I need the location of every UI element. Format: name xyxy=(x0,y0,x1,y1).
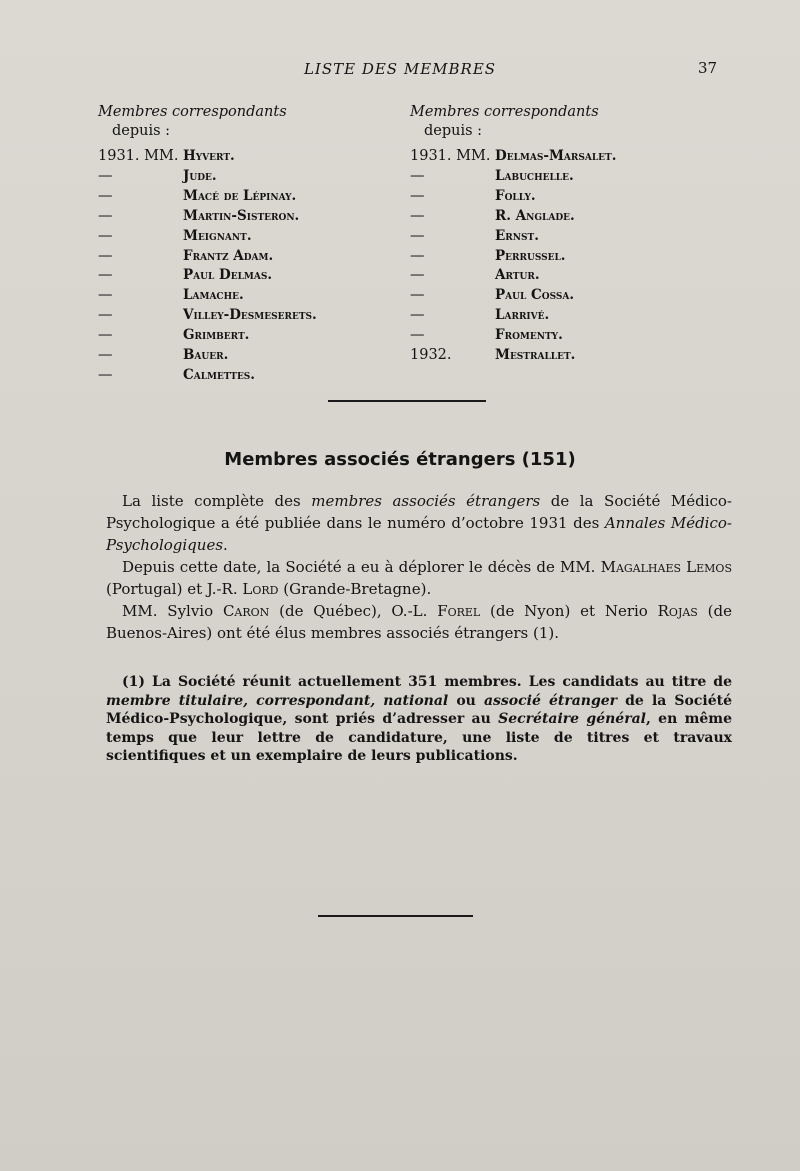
member-name: Martin-Sisteron. xyxy=(183,207,300,224)
member-name: Villey-Desmeserets. xyxy=(183,307,317,324)
member-year: — xyxy=(98,327,113,344)
member-name: Grimbert. xyxy=(183,327,250,344)
member-name: R. Anglade. xyxy=(495,207,575,224)
member-year: — xyxy=(410,307,425,324)
member-entry xyxy=(98,207,398,227)
member-entry xyxy=(410,207,740,227)
paragraph-list-published xyxy=(106,490,732,556)
person-name: Rojas xyxy=(657,602,698,620)
member-year: 1931. MM. xyxy=(98,148,179,164)
person-name: Lord xyxy=(242,580,279,598)
member-entry xyxy=(98,346,398,366)
member-list xyxy=(410,147,740,366)
column-subheading: depuis : xyxy=(112,123,171,139)
member-entry xyxy=(98,227,398,247)
member-year: — xyxy=(98,267,113,284)
text-run-italic: membres associés étrangers xyxy=(311,492,541,510)
text-run: (Grande-Bretagne). xyxy=(278,580,432,598)
member-name: Artur. xyxy=(495,267,540,284)
member-entry xyxy=(410,266,740,286)
left-member-column xyxy=(98,103,398,386)
member-entry xyxy=(98,366,398,386)
member-entry xyxy=(98,167,398,187)
member-entry xyxy=(410,306,740,326)
section-divider xyxy=(328,400,486,402)
member-name: Labuchelle. xyxy=(495,167,574,184)
paragraph-elections xyxy=(106,600,732,644)
column-heading: Membres correspondants xyxy=(410,104,599,120)
member-year: — xyxy=(410,247,425,264)
person-name: Caron xyxy=(222,602,270,620)
text-run: de la Société Médico-Psychologique a été publiée dans le numéro d’octobre 1931 des xyxy=(106,492,732,532)
end-divider xyxy=(318,915,473,917)
member-name: Meignant. xyxy=(183,227,252,244)
member-year: — xyxy=(410,187,425,204)
member-year: — xyxy=(98,187,113,204)
paragraph-deaths xyxy=(106,556,732,600)
member-year: — xyxy=(410,287,425,304)
column-subheading: depuis : xyxy=(424,123,483,139)
text-run-italic: associé étranger xyxy=(483,692,618,709)
member-name: Mestrallet. xyxy=(495,347,576,364)
member-year: — xyxy=(410,207,425,224)
running-header: LISTE DES MEMBRES xyxy=(303,60,497,78)
member-year: — xyxy=(98,307,113,324)
member-year: — xyxy=(98,227,113,244)
text-run: La liste complète des xyxy=(122,492,312,510)
member-year: — xyxy=(98,287,113,304)
person-name: Forel xyxy=(437,602,481,620)
member-entry xyxy=(410,247,740,267)
member-year: — xyxy=(98,347,113,364)
member-name: Calmettes. xyxy=(183,366,256,383)
member-name: Paul Delmas. xyxy=(183,267,273,284)
text-run-italic: Secrétaire général xyxy=(498,711,646,727)
text-run: , en même temps que leur lettre de candidature, une liste de titres et travaux scientifiques et un exemplaire de leurs publications. xyxy=(106,711,733,764)
member-entry xyxy=(98,306,398,326)
footnote-text xyxy=(106,673,732,766)
member-year: — xyxy=(410,167,425,184)
member-name: Ernst. xyxy=(495,227,539,244)
member-entry xyxy=(410,167,740,187)
right-member-column xyxy=(410,103,740,366)
text-run: (de Québec), O.-L. xyxy=(269,602,438,620)
member-name: Fromenty. xyxy=(495,327,563,344)
page-number: 37 xyxy=(698,59,718,77)
member-name: Hyvert. xyxy=(183,148,235,164)
text-run: de la Société Médico-Psychologique, sont priés d’adresser au xyxy=(106,692,732,727)
member-name: Lamache. xyxy=(183,287,244,304)
member-name: Macé de Lépinay. xyxy=(183,187,297,204)
member-year: — xyxy=(98,247,113,264)
text-run: ou xyxy=(448,692,484,709)
member-entry xyxy=(98,326,398,346)
text-run: Depuis cette date, la Société a eu à déplorer le décès de MM. xyxy=(122,558,601,576)
member-list xyxy=(98,147,398,386)
member-entry xyxy=(410,286,740,306)
text-run: MM. Sylvio xyxy=(122,602,223,620)
member-entry xyxy=(410,187,740,207)
section-title: Membres associés étrangers (151) xyxy=(224,449,576,470)
member-year: — xyxy=(98,167,113,184)
member-year: — xyxy=(98,207,113,224)
member-year: — xyxy=(410,227,425,244)
member-entry xyxy=(410,346,740,366)
member-name: Larrivé. xyxy=(495,307,550,324)
member-entry xyxy=(410,147,740,167)
member-name: Perrussel. xyxy=(495,247,566,264)
member-name: Paul Cossa. xyxy=(495,287,575,304)
text-run-italic: Annales Médico-Psychologiques xyxy=(106,514,732,554)
section-body xyxy=(106,490,732,644)
column-heading: Membres correspondants xyxy=(98,104,287,120)
member-name: Jude. xyxy=(183,167,217,184)
text-run: (de Buenos-Aires) ont été élus membres associés étrangers (1). xyxy=(106,602,732,642)
member-entry xyxy=(410,227,740,247)
text-run: . xyxy=(223,536,228,554)
person-name: Magalhaes Lemos xyxy=(600,558,732,576)
member-name: Folly. xyxy=(495,187,536,204)
member-entry xyxy=(98,286,398,306)
member-year: — xyxy=(98,366,113,383)
member-entry xyxy=(98,187,398,207)
footnote xyxy=(106,673,732,766)
member-year: — xyxy=(410,267,425,284)
text-run: (1) La Société réunit actuellement 351 membres. Les candidats au titre de xyxy=(122,674,732,690)
member-entry xyxy=(98,247,398,267)
member-entry xyxy=(410,326,740,346)
member-name: Frantz Adam. xyxy=(183,247,274,264)
member-name: Delmas-Marsalet. xyxy=(495,148,617,164)
text-run: (Portugal) et J.-R. xyxy=(106,580,243,598)
member-year: 1932. xyxy=(410,347,452,364)
member-name: Bauer. xyxy=(183,347,229,364)
member-entry xyxy=(98,266,398,286)
member-year: — xyxy=(410,327,425,344)
member-year: 1931. MM. xyxy=(410,148,491,164)
text-run-italic: membre titulaire, correspondant, national xyxy=(106,692,449,709)
text-run: (de Nyon) et Nerio xyxy=(480,602,658,620)
member-entry xyxy=(98,147,398,167)
